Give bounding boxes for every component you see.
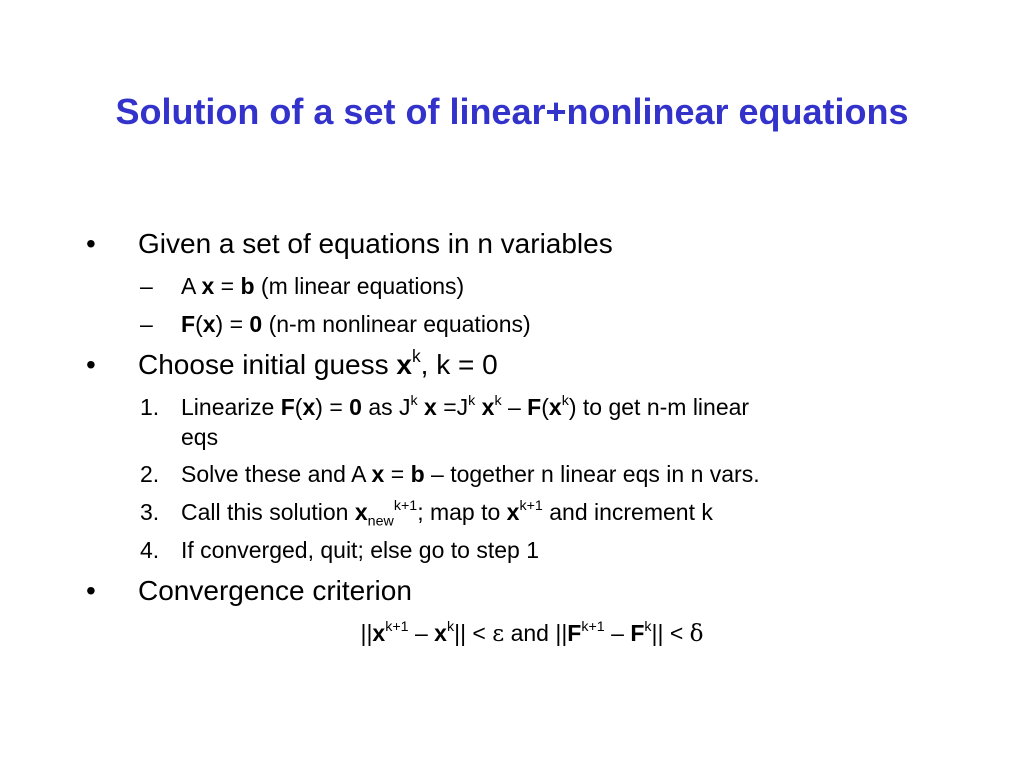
bullet-marker: • [86, 228, 96, 259]
sub-nonlinear-equations: F(x) = 0 (n-m nonlinear equations) [181, 311, 531, 337]
step-number: 2. [140, 461, 160, 487]
bullet-marker: • [86, 349, 96, 380]
convergence-formula: $||x^{k+1} - x^k|| < \varepsilon$ and $||F^{k+1} - F^k|| < \delta$ [360, 618, 704, 647]
bullet-given-equations: Given a set of equations in n variables [138, 228, 613, 259]
step-linearize: Linearize F(x) = 0 as $J^k$ $x =J^k$ $x^k - F(x^k)$ to get n-m linear [181, 392, 750, 420]
step-number: 4. [140, 537, 160, 563]
step-linearize-continued: eqs [181, 424, 219, 450]
bullet-marker: • [86, 575, 96, 606]
sub-linear-equations: A x = b (m linear equations) [181, 273, 465, 299]
bullet-convergence-criterion: Convergence criterion [138, 575, 412, 606]
dash-marker: – [140, 311, 153, 337]
step-converged: If converged, quit; else go to step 1 [181, 537, 540, 563]
step-solve: Solve these and A x = b – together n linear eqs in n vars. [181, 461, 760, 487]
slide-title: Solution of a set of linear+nonlinear equations [115, 91, 909, 132]
step-number: 3. [140, 499, 160, 525]
step-call-solution: Call this solution $x_{new}^{k+1}$; map to $x^{k+1}$ and increment k [181, 497, 713, 530]
bullet-initial-guess: Choose initial guess $x^k$, k = 0 [138, 345, 498, 380]
dash-marker: – [140, 273, 153, 299]
step-number: 1. [140, 394, 160, 420]
